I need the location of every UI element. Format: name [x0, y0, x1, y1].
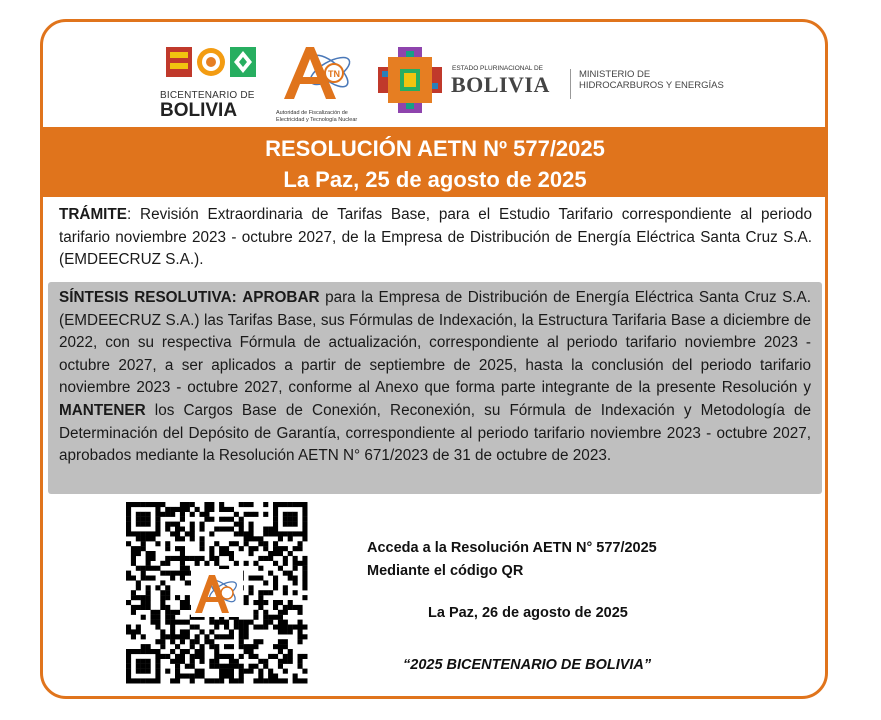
bicentenario-line1: BICENTENARIO DE: [160, 90, 255, 101]
resolution-header: [42, 127, 828, 197]
qr-code[interactable]: [121, 497, 314, 690]
tramite-label: TRÁMITE: [59, 206, 127, 223]
ministerio-line1: MINISTERIO DE: [579, 69, 651, 80]
sintesis-text-2: los Cargos Base de Conexión, Reconexión, su Fórmula de Indexación y Metodología de Determinación del Depósito de Garantía, correspondiente al periodo tarifario noviembre 2023 - octubre 2027, aprobados mediante la Resolución AETN N° 671/2023 de 31 de octubre de 2023.: [59, 401, 811, 465]
aetn-atom-icon: [276, 41, 360, 105]
sintesis-verb-mantener: MANTENER: [59, 401, 146, 419]
aetn-caption-line2: Electricidad y Tecnología Nuclear: [276, 117, 358, 123]
bicentenario-motto: “2025 BICENTENARIO DE BOLIVIA”: [403, 657, 652, 673]
bicentenario-logo: [160, 43, 262, 119]
resolution-title: RESOLUCIÓN AETN Nº 577/2025: [265, 136, 605, 161]
ministerio-line2: HIDROCARBUROS Y ENERGÍAS: [579, 80, 724, 91]
qr-instruction-line2: Mediante el código QR: [367, 563, 524, 579]
estado-line1: ESTADO PLURINACIONAL DE: [452, 65, 544, 72]
bicentenario-line2: BOLIVIA: [160, 100, 238, 121]
sintesis-text-1: para la Empresa de Distribución de Energía Eléctrica Santa Cruz S.A. (EMDEECRUZ S.A.) las Tarifas Base, sus Fórmulas de Indexación, la Estructura Tarifaria Base a diciembre de 2022, con su respectiva Fórmula de actualización, correspondiente al periodo tarifario noviembre 2023 - octubre 2027, a ser aplicados a partir de septiembre de 2025, hasta la conclusión del periodo tarifario noviembre 2023 - octubre 2027, conforme al Anexo que forma parte integrante de la presente Resolución y: [59, 289, 812, 397]
aetn-qr-logo-icon: [191, 569, 243, 617]
svg-text:TN: TN: [328, 69, 340, 79]
resolution-date: La Paz, 25 de agosto de 2025: [283, 167, 587, 192]
bicentenario-emblem-icon: [160, 43, 262, 83]
tramite-text: : Revisión Extraordinaria de Tarifas Base, para el Estudio Tarifario correspondiente al periodo tarifario noviembre 2023 - octubre 2027, de la Empresa de Distribución de Energía Eléctrica Santa Cruz S.A. (EMDEECRUZ S.A.).: [59, 206, 812, 268]
sintesis-label: SÍNTESIS RESOLUTIVA:: [59, 289, 237, 306]
estado-line2: BOLIVIA: [451, 72, 550, 97]
qr-instruction-line1: Acceda a la Resolución AETN N° 577/2025: [367, 540, 657, 556]
aetn-caption-line1: Autoridad de Fiscalización de: [276, 110, 348, 116]
sintesis-panel: [48, 282, 822, 494]
ministerio-logo: [570, 69, 739, 99]
chakana-emblem-icon: [374, 45, 446, 115]
estado-plurinacional-logo: [374, 45, 564, 115]
aetn-logo: [276, 41, 360, 121]
logos-banner: [148, 35, 736, 125]
sintesis-verb-aprobar: APROBAR: [242, 289, 320, 306]
tramite-paragraph: [59, 204, 812, 272]
footer-date: La Paz, 26 de agosto de 2025: [428, 605, 628, 621]
